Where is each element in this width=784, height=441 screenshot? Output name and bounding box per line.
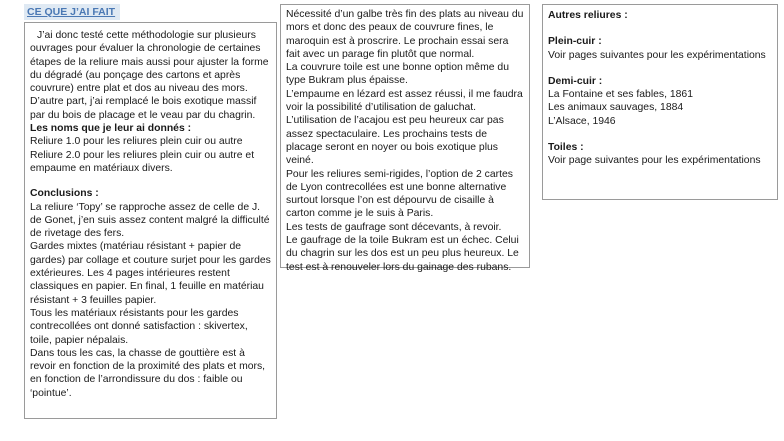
conclusions-title: Conclusions : (30, 188, 99, 200)
conclusion-1: La reliure ‘Topy’ se rapproche assez de celle de J. de Gonet, j’en suis assez content malgré la difficulté de rivetage des fers. (30, 201, 270, 240)
full-leather-title: Plein-cuir : (548, 36, 602, 48)
middle-paragraph-7: Le gaufrage de la toile Bukram est un échec. Celui du chagrin sur les dos est un peu plus heureux. Le test est à renouveler lors du gainage des rubans. (286, 235, 519, 273)
left-text-box (24, 22, 277, 419)
right-text-box (542, 4, 778, 200)
half-leather-item-3: L’Alsace, 1946 (548, 115, 616, 127)
other-bindings-title: Autres reliures : (548, 10, 628, 21)
half-leather-item-1: La Fontaine et ses fables, 1861 (548, 89, 693, 101)
half-leather-item-2: Les animaux sauvages, 1884 (548, 102, 684, 114)
middle-paragraph-1: Nécessité d’un galbe très fin des plats au niveau du mors et donc des peaux de couvrure fines, le maroquin est à proscrire. Le prochain essai sera fait avec un parage fin plutôt que normal. (286, 9, 524, 60)
conclusion-2: Gardes mixtes (matériau résistant + papier de gardes) par collage et couture surjet pour les gardes extérieures. Les 4 pages intérieures restent classiques en papier. En final, 1 feuille en matériau résistant + 3 feuilles papier. (30, 241, 271, 306)
names-title: Les noms que je leur ai donnés : (30, 123, 192, 135)
names-line-1: Reliure 1.0 pour les reliures plein cuir ou autre (30, 136, 243, 148)
spacer (548, 62, 772, 75)
cloth-title: Toiles : (548, 142, 584, 154)
middle-paragraph-4: L’utilisation de l’acajou est peu heureux car pas assez spectaculaire. Les prochains tests de placage seront en noyer ou bois exotique plus veiné. (286, 115, 504, 167)
middle-paragraph-6: Les tests de gaufrage sont décevants, à revoir. (286, 221, 502, 233)
intro-paragraph: J’ai donc testé cette méthodologie sur plusieurs ouvrages pour évaluer la chronologie de certaines étapes de la reliure mais aussi pour ajuster la forme du dégradé (au ponçage des cartons et après couvrure) entre plat et dos au niveau des mors. D’autre part, j’ai remplacé le bois exotique massif par du bois de placage et le veau par du chagrin. (30, 30, 269, 121)
names-line-2: Reliure 2.0 pour les reliures plein cuir ou autre et empaume en matériaux divers. (30, 149, 255, 174)
conclusion-4: Dans tous les cas, la chasse de gouttière est à revoir en fonction de la proximité des plats et mors, en fonction de l’arrondissure du dos : faible ou ‘pointue’. (30, 347, 266, 399)
spacer (30, 175, 271, 187)
middle-paragraph-3: L’empaume en lézard est assez réussi, il me faudra voir la possibilité d’utilisation de galuchat. (286, 88, 523, 114)
conclusion-3: Tous les matériaux résistants pour les gardes contrecollées ont donné satisfaction : skivertex, toile, papier népalais. (30, 307, 248, 346)
middle-paragraph-5: Pour les reliures semi-rigides, l’option de 2 cartes de Lyon contrecollées est une bonne alternative surtout lorsque l’on est dépourvu de cisaille à carton comme je le suis à Paris. (286, 168, 513, 220)
full-leather-text: Voir pages suivantes pour les expérimentations (548, 49, 766, 61)
spacer (548, 128, 772, 141)
cloth-text: Voir page suivantes pour les expérimentations (548, 155, 761, 167)
middle-paragraph-2: La couvrure toile est une bonne option même du type Bukram plus épaisse. (286, 62, 509, 87)
section-heading: CE QUE J’AI FAIT (24, 4, 120, 20)
spacer (548, 22, 772, 35)
half-leather-title: Demi-cuir : (548, 75, 603, 87)
middle-text-box (280, 4, 530, 273)
